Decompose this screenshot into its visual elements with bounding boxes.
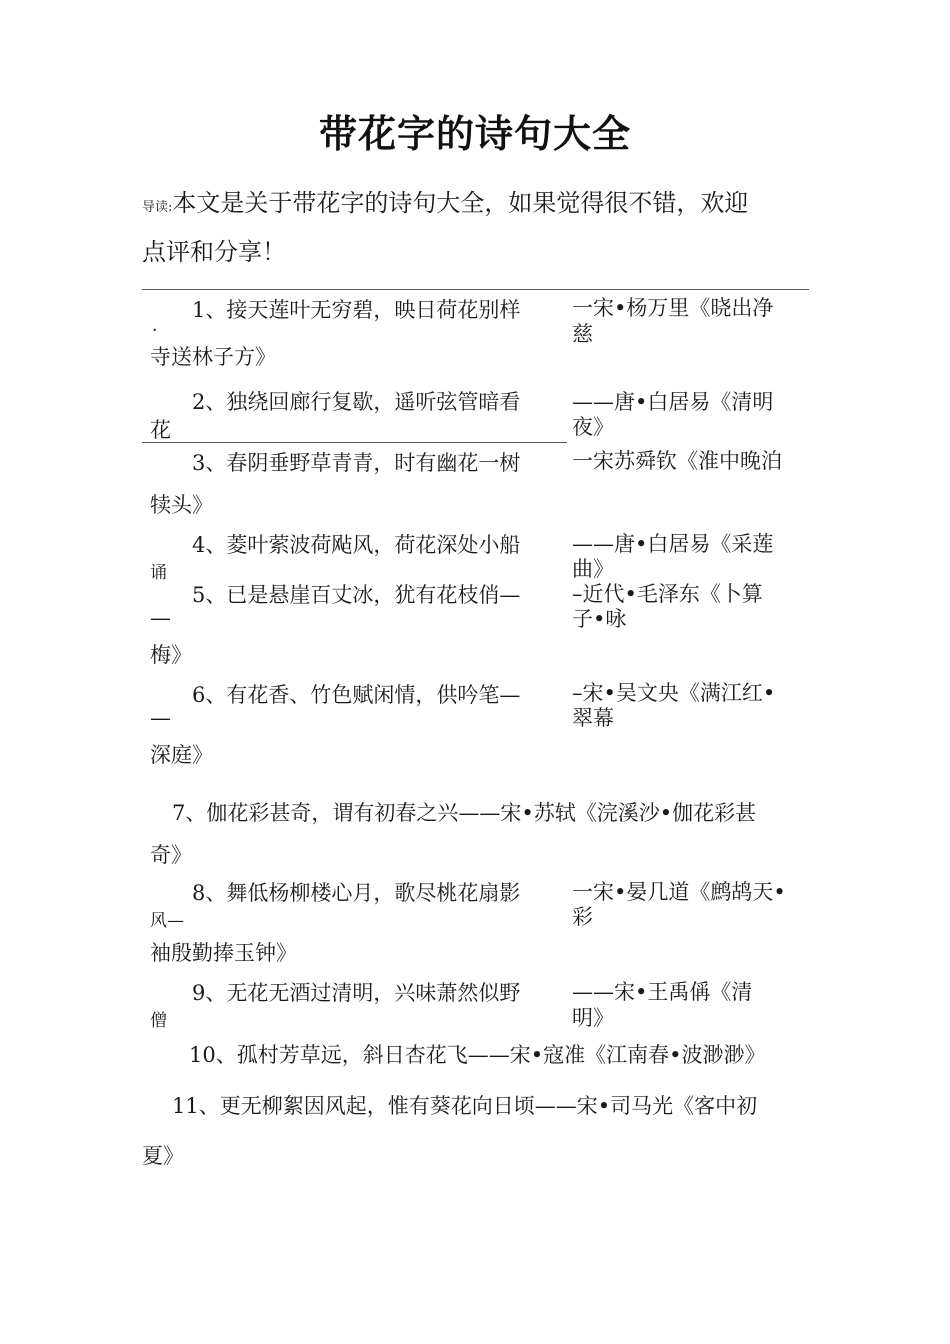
entry-4-right-line-1: ——唐•白居易《采莲 <box>572 532 774 556</box>
entry-5-left-line-2: — <box>150 606 171 630</box>
entry-2-right-line-1: ——唐•白居易《清明 <box>572 390 774 414</box>
entry-2-left-line-1: 2、独绕回廊行复歇，遥听弦管暗看 <box>192 390 521 414</box>
entry-11-line-1: 11、更无柳絮因风起，惟有葵花向日顷——宋•司马光《客中初 <box>172 1094 758 1118</box>
table-inner-rule <box>142 442 567 443</box>
intro-line-2: 点评和分享！ <box>142 238 286 266</box>
entry-5-right-line-1: –近代•毛泽东《卜算 <box>572 582 763 606</box>
entry-9-left-line-2: 僧 <box>150 1011 167 1031</box>
entry-8-left-line-3: 袖殷勤捧玉钟》 <box>150 941 297 965</box>
entry-6-left-line-3: 深庭》 <box>150 743 213 767</box>
intro-label: 导读: <box>142 200 173 215</box>
entry-11-line-2: 夏》 <box>142 1144 184 1168</box>
entry-8-left-line-1: 8、舞低杨柳楼心月，歌尽桃花扇影 <box>192 881 521 905</box>
entry-1-left-mark: . <box>152 316 158 336</box>
entry-1-left-line-1: 1、接天莲叶无穷碧，映日荷花别样 <box>192 298 521 322</box>
intro-paragraph <box>142 183 748 218</box>
entry-6-left-line-2: — <box>150 706 171 730</box>
entry-4-right-line-2: 曲》 <box>572 557 614 581</box>
entry-5-left-line-3: 梅》 <box>150 643 192 667</box>
entry-6-left-line-1: 6、有花香、竹色赋闲情，供吟笔— <box>192 683 521 707</box>
entry-2-right-line-2: 夜》 <box>572 415 614 439</box>
entry-1-left-line-2: 寺送林子方》 <box>150 345 276 369</box>
entry-9-left-line-1: 9、无花无酒过清明，兴味萧然似野 <box>192 981 521 1005</box>
entry-6-right-line-1: –宋•吴文央《满江红• <box>572 681 776 705</box>
table-top-rule <box>142 289 809 290</box>
entry-3-left-line-2: 犊头》 <box>150 493 213 517</box>
entry-8-right-line-1: 一宋•晏几道《鹧鸪天• <box>572 880 786 904</box>
entry-9-right-line-2: 明》 <box>572 1006 614 1030</box>
entry-1-right-line-1: 一宋•杨万里《晓出净 <box>572 296 774 320</box>
entry-3-left-line-1: 3、春阴垂野草青青，时有幽花一树 <box>192 451 521 475</box>
page-title: 带花字的诗句大全 <box>318 112 631 156</box>
entry-7-line-2: 奇》 <box>150 843 192 867</box>
intro-line-1: 本文是关于带花字的诗句大全，如果觉得很不错，欢迎 <box>172 189 749 217</box>
entry-5-left-line-1: 5、已是悬崖百丈冰，犹有花枝俏— <box>192 583 521 607</box>
entry-2-left-line-2: 花 <box>150 418 171 442</box>
entry-9-right-line-1: ——宋•王禹偁《清 <box>572 980 753 1004</box>
entry-4-left-line-2: 诵 <box>150 563 167 583</box>
entry-4-left-line-1: 4、菱叶萦波荷飐风，荷花深处小船 <box>192 533 521 557</box>
entry-8-left-line-2: 风— <box>150 911 184 931</box>
entry-10-line-1: 10、孤村芳草远，斜日杏花飞——宋•寇准《江南春•波渺渺》 <box>189 1043 766 1067</box>
entry-7-line-1: 7、伽花彩甚奇，谓有初春之兴——宋•苏轼《浣溪沙•伽花彩甚 <box>172 801 757 825</box>
entry-8-right-line-2: 彩 <box>572 905 593 929</box>
entry-5-right-line-2: 子•咏 <box>572 607 627 631</box>
entry-3-right-line-1: 一宋苏舜钦《淮中晚泊 <box>572 449 782 473</box>
entry-1-right-line-2: 慈 <box>572 322 593 346</box>
entry-6-right-line-2: 翠幕 <box>572 706 614 730</box>
